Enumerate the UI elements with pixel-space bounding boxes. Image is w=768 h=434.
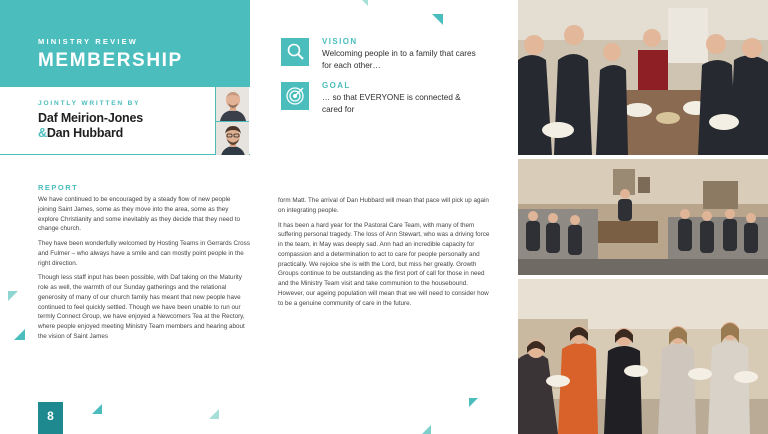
report-paragraph: form Matt. The arrival of Dan Hubbard will mean that pace will pick up again on integrating people. (278, 197, 489, 214)
author-name-dan: Dan Hubbard (46, 126, 124, 140)
author-name-daf: Daf Meirion-Jones (38, 111, 143, 125)
decorative-triangle-icon (209, 409, 219, 419)
report-heading: REPORT (38, 183, 79, 192)
authors-kicker: JOINTLY WRITTEN BY (38, 100, 141, 107)
page-number: 8 (38, 402, 63, 434)
decorative-triangle-icon (362, 0, 368, 6)
magnifier-icon (281, 38, 309, 66)
ampersand: & (38, 126, 47, 140)
report-column-right (278, 196, 490, 313)
photo-living-room-group-icon (518, 159, 768, 275)
decorative-triangle-icon (432, 14, 443, 25)
report-column-left (38, 195, 250, 347)
header-block (0, 0, 250, 87)
report-paragraph: Though less staff input has been possible, with Daf taking on the Maturity role as well, the warmth of our Sunday gatherings and the relational generosity of many of our church family has meant that new people have continued to feel quickly settled. Though we have been unable to run our termly Connect Group, we have enjoyed a Newcomers Tea at the Rectory, where people enjoyed meeting Ministry Team members and hearing about the vision of Saint James (38, 274, 245, 340)
decorative-triangle-icon (14, 329, 25, 340)
authors-block (0, 87, 250, 155)
vision-text: Welcoming people in to a family that cares for each other… (322, 49, 476, 70)
page-title: MEMBERSHIP (38, 50, 183, 71)
report-paragraph: It has been a hard year for the Pastoral Care Team, with many of them suffering personal tragedy. The loss of Ann Stewart, who was a driving force in the team, in May was deeply sad. Ann had an incredible capacity for compassion and a determination to act to care for people personally and practically. We rejoice she is with the Lord, but miss her greatly. Growth Groups continue to be outstanding as the first port of call for those in need and the Ministry Team visit and take communion to the housebound. However, our ageing population will mean that we will need to consider how to be a genuine community of care in the future. (278, 221, 490, 307)
photo-young-women-meal-icon (518, 279, 768, 434)
decorative-triangle-icon (92, 404, 102, 414)
author-line-2 (38, 126, 123, 140)
decorative-triangle-icon (469, 398, 478, 407)
goal-text: … so that EVERYONE is connected & cared for (322, 93, 461, 114)
target-icon (281, 82, 309, 110)
report-paragraph: We have continued to be encouraged by a steady flow of new people joining Saint James, some as they move into the area, some as they explore Christianity and some inevitably as they decide that they need to change church. (38, 196, 240, 233)
portrait-daf-icon (215, 87, 249, 121)
portrait-dan-icon (215, 121, 249, 155)
vision-heading: VISION (322, 37, 358, 46)
report-paragraph: They have been wonderfully welcomed by Hosting Teams in Gerrards Cross and Fulmer – who always have a smile and can mostly point people in the right direction. (38, 240, 250, 267)
section-kicker: MINISTRY REVIEW (38, 37, 139, 46)
goal-heading: GOAL (322, 81, 351, 90)
decorative-triangle-icon (422, 425, 431, 434)
photo-young-men-meal-icon (518, 0, 768, 155)
decorative-triangle-icon (8, 291, 18, 301)
